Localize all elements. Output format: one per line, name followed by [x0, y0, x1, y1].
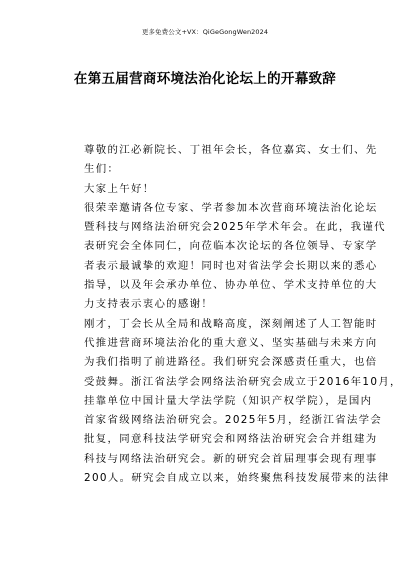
text-line: 代推进营商环境法治化的重大意义、坚实基础与未来方向	[84, 336, 378, 349]
text-line: 刚才，丁会长从全局和战略高度，深刻阐述了人工智能时	[84, 317, 378, 330]
text-line: 力支持表示衷心的感谢！	[84, 298, 214, 311]
text-line: 批复，同意科技法学研究会和网络法治研究会合并组建为	[84, 433, 378, 446]
text-line: 很荣幸邀请各位专家、学者参加本次营商环境法治化论坛	[84, 201, 378, 214]
salutation-paragraph	[84, 141, 378, 180]
body-paragraph	[84, 315, 402, 489]
text-line: 尊敬的江必新院长、丁祖年会长，各位嘉宾、女士们、先	[84, 144, 378, 156]
greeting-paragraph	[84, 180, 332, 199]
text-line: 首家省级网络法治研究会。2025年5月，经浙江省法学会	[84, 414, 383, 427]
text-line: 挂靠单位中国计量大学法学院（知识产权学院），是国内	[84, 394, 373, 407]
text-line: 为我们指明了前进路径。我们研究会深感责任重大，也倍	[84, 356, 378, 369]
document-title: 在第五届营商环境法治化论坛上的开幕致辞	[73, 71, 337, 87]
text-line: 大家上午好！	[84, 182, 155, 195]
text-line: 指导，以及年会承办单位、协办单位、学术支持单位的大	[84, 279, 378, 292]
text-line: 暨科技与网络法治研究会2025年学术年会。在此，我谨代	[84, 221, 386, 234]
text-line: 生们：	[84, 163, 120, 176]
text-line: 200人。研究会自成立以来，始终聚焦科技发展带来的法律	[84, 472, 390, 485]
welcome-paragraph	[84, 199, 386, 315]
text-line: 表研究会全体同仁，向莅临本次论坛的各位领导、专家学	[84, 240, 378, 253]
header-note: 更多免费公文+VX：QiGeGongWen2024	[141, 28, 269, 36]
document-body	[84, 141, 402, 488]
text-line: 者表示最诚挚的欢迎！同时也对省法学会长期以来的悉心	[84, 259, 378, 272]
text-line: 受鼓舞。浙江省法学会网络法治研究会成立于2016年10月，	[84, 375, 402, 388]
text-line: 科技与网络法治研究会。新的研究会首届理事会现有理事	[84, 452, 378, 465]
